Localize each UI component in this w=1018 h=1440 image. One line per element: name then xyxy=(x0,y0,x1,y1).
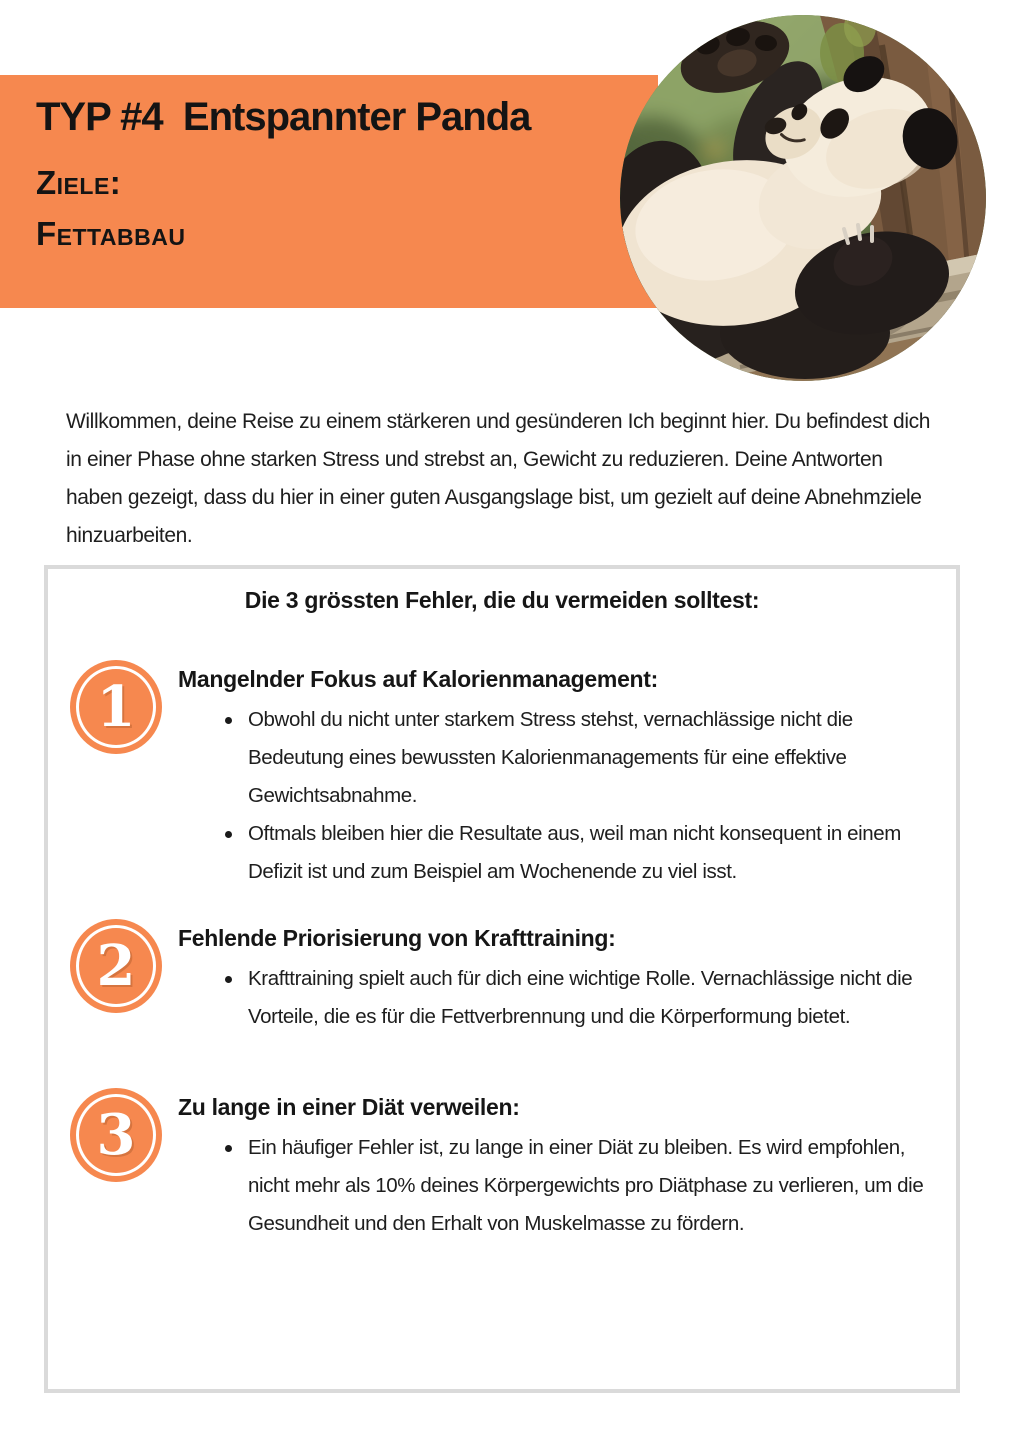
bullet-list xyxy=(178,1129,938,1243)
item-title: Zu lange in einer Diät verweilen: xyxy=(178,1094,520,1120)
goal-value: Fettabbau xyxy=(36,215,186,252)
bullet-item: Oftmals bleiben hier die Resultate aus, weil man nicht konsequent in einem Defizit ist und zum Beispiel am Wochenende zu viel isst. xyxy=(248,815,938,891)
item-title: Mangelnder Fokus auf Kalorienmanagement: xyxy=(178,666,659,692)
box-heading: Die 3 grössten Fehler, die du vermeiden solltest: xyxy=(244,587,760,613)
bullet-item: Krafttraining spielt auch für dich eine wichtige Rolle. Vernachlässige nicht die Vorteile, die es für die Fettverbrennung und die Körperformung bietet. xyxy=(248,960,938,1036)
item-title: Fehlende Priorisierung von Krafttraining: xyxy=(178,925,616,951)
header-band xyxy=(0,75,658,308)
bullet-item: Ein häufiger Fehler ist, zu lange in einer Diät zu bleiben. Es wird empfohlen, nicht mehr als 10% deines Körpergewichts pro Diätphase zu verlieren, um die Gesundheit und den Erhalt von Muskelmasse zu fördern. xyxy=(248,1129,938,1243)
number-badge-3 xyxy=(70,1088,162,1182)
page-title: TYP #4 Entspannter Panda xyxy=(36,95,531,139)
number-badge-1 xyxy=(70,660,162,754)
number-badge-2 xyxy=(70,919,162,1013)
intro-paragraph: Willkommen, deine Reise zu einem stärkeren und gesünderen Ich beginnt hier. Du befindest dich in einer Phase ohne starken Stress und strebst an, Gewicht zu reduzieren. Deine Antworten haben gezeigt, dass du hier in einer guten Ausgangslage bist, um gezielt auf deine Abnehmziele hinzuarbeiten. xyxy=(66,410,930,547)
mistakes-box xyxy=(44,565,960,1393)
mistake-item-2 xyxy=(70,919,938,1036)
bullet-item: Obwohl du nicht unter starkem Stress stehst, vernachlässige nicht die Bedeutung eines bewussten Kalorienmanagements für eine effektive Gewichtsabnahme. xyxy=(248,701,938,815)
bullet-list xyxy=(178,701,938,891)
panda-photo xyxy=(620,15,986,381)
bullet-list xyxy=(178,960,938,1036)
badge-number: 3 xyxy=(96,1102,136,1168)
badge-number: 2 xyxy=(96,933,136,999)
mistake-item-1 xyxy=(70,660,938,891)
goals-label: Ziele: xyxy=(36,164,122,201)
mistake-item-3 xyxy=(70,1088,938,1243)
panda-photo-illustration xyxy=(620,15,986,381)
badge-number: 1 xyxy=(96,674,136,740)
